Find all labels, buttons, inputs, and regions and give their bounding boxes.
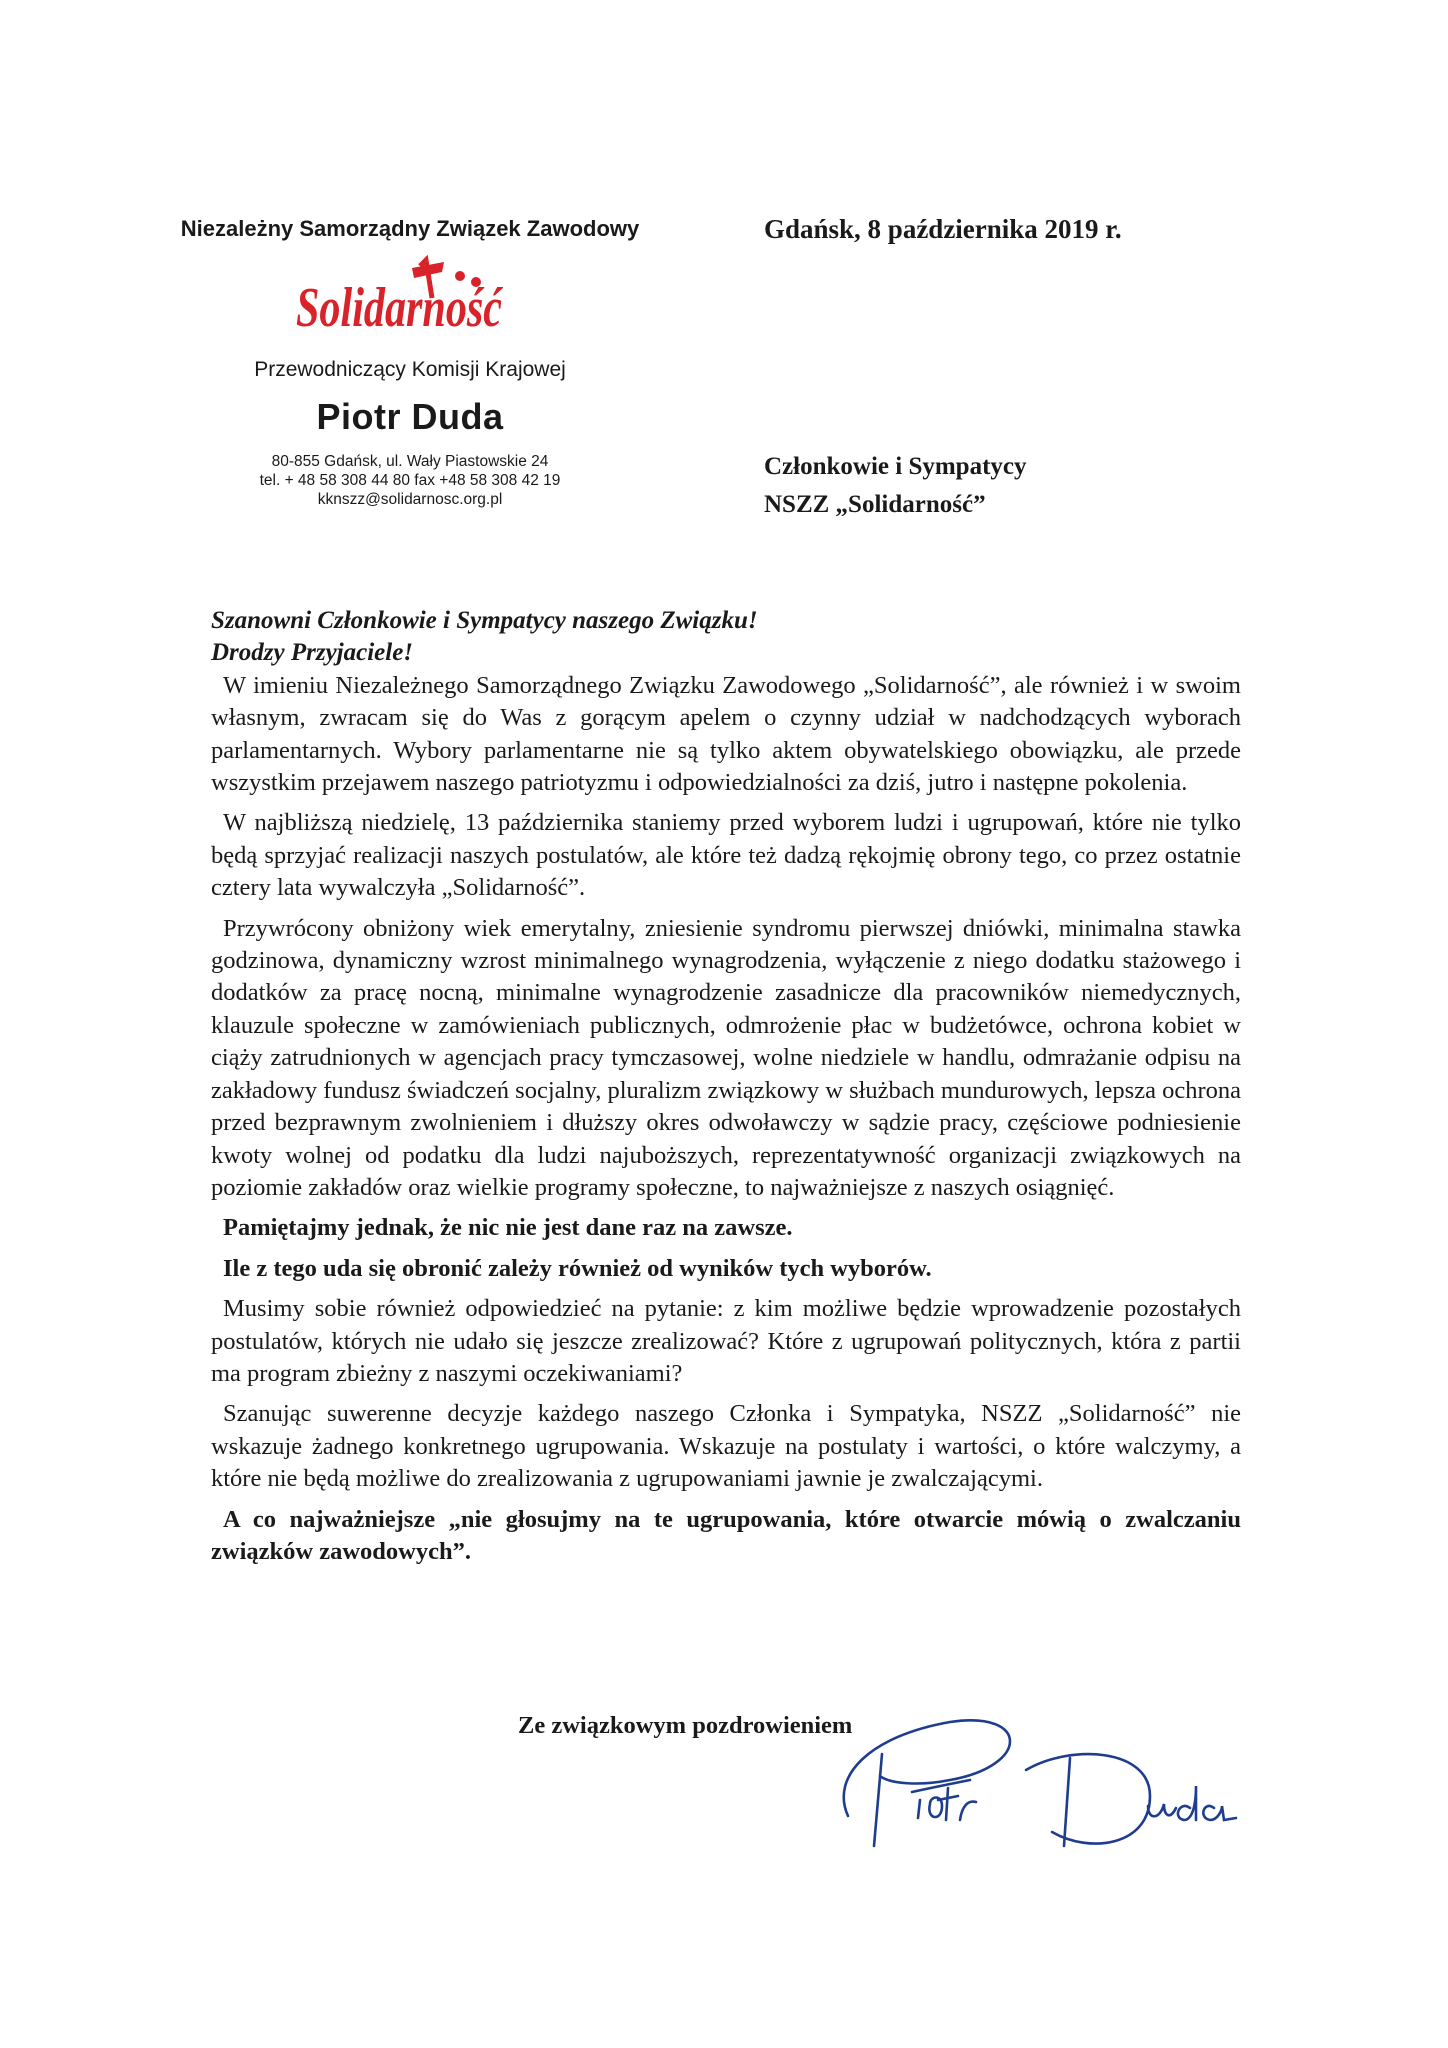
address-line: 80-855 Gdańsk, ul. Wały Piastowskie 24 xyxy=(271,453,549,470)
greeting-line-1: Szanowni Członkowie i Sympatycy naszego Związku! xyxy=(211,607,758,634)
recipient-block xyxy=(764,448,1204,524)
paragraph-closing-appeal: A co najważniejsze „nie głosujmy na te ugrupowania, które otwarcie mówią o zwalczaniu związków zawodowych”. xyxy=(211,1505,1241,1565)
paragraph-2: W najbliższą niedzielę, 13 października staniemy przed wyborem ludzi i ugrupowań, które nie tylko będą sprzyjać realizacji naszych postulatów, ale które też dadzą rękojmię obrony tego, co przez ostatnie cztery lata wywalczyła „Solidarność”. xyxy=(211,809,1241,902)
logo-text: Solidarność xyxy=(296,277,504,339)
paragraph-4: Musimy sobie również odpowiedzieć na pytanie: z kim możliwe będzie wprowadzenie pozostałych postulatów, których nie udało się jeszcze zrealizować? Które z ugrupowań politycznych, która z partii ma program zbieżny z naszymi oczekiwaniami? xyxy=(211,1295,1241,1387)
paragraph-3: Przywrócony obniżony wiek emerytalny, zniesienie syndromu pierwszej dniówki, minimalna stawka godzinowa, dynamiczny wzrost minimalnego wynagrodzenia, wyłączenie z niego dodatku stażowego i dodatków za pracę nocną, minimalne wynagrodzenie zasadnicze dla pracowników niemedycznych, klauzule społeczne w zamówieniach publicznych, odmrożenie płac w budżetówce, ochrona kobiet w ciąży zatrudnionych w agencjach pracy tymczasowej, wolne niedziele w handlu, odmrażanie odpisu na zakładowy fundusz świadczeń socjalny, pluralizm związkowy w służbach mundurowych, lepsza ochrona przed bezprawnym zwolnieniem i dłuższy okres odwoławczy w sądzie pracy, częściowe podniesienie kwoty wolnej od podatku dla ludzi najuboższych, reprezentatywność organizacji związkowych na poziomie zakładów oraz wielkie programy społeczne, to najważniejsze z naszych osiągnięć. xyxy=(211,914,1241,1201)
organization-name: Niezależny Samorządny Związek Zawodowy xyxy=(180,216,640,241)
letter-body xyxy=(211,605,1241,1568)
contact-block xyxy=(180,452,640,509)
recipient-line-1: Członkowie i Sympatycy xyxy=(764,453,1027,480)
greeting-line-2: Drodzy Przyjaciele! xyxy=(211,639,414,667)
closing-salutation: Ze związkowym pozdrowieniem xyxy=(518,1712,853,1739)
signature xyxy=(830,1696,1250,1866)
person-name: Piotr Duda xyxy=(316,396,504,437)
recipient-line-2: NSZZ „Solidarność” xyxy=(764,491,986,518)
paragraph-emphasis-1: Pamiętajmy jednak, że nic nie jest dane raz na zawsze. xyxy=(223,1214,793,1242)
paragraph-1: W imieniu Niezależnego Samorządnego Związku Zawodowego „Solidarność”, ale również i w swoim własnym, zwracam się do Was z gorącym apelem o czynny udział w nadchodzących wyborach parlamentarnych. Wybory parlamentarne nie są tylko aktem obywatelskiego obowiązku, ale przede wszystkim przejawem naszego patriotyzmu i odpowiedzialności za dziś, jutro i następne pokolenia. xyxy=(211,671,1241,797)
place-date: Gdańsk, 8 października 2019 r. xyxy=(764,214,1122,244)
email-line: kknszz@solidarnosc.org.pl xyxy=(317,491,503,508)
chair-title: Przewodniczący Komisji Krajowej xyxy=(254,358,566,381)
solidarnosc-logo xyxy=(292,254,508,339)
phone-line: tel. + 48 58 308 44 80 fax +48 58 308 42 19 xyxy=(259,472,561,489)
paragraph-5: Szanując suwerenne decyzje każdego naszego Członka i Sympatyka, NSZZ „Solidarność” nie wskazuje żadnego konkretnego ugrupowania. Wskazuje na postulaty i wartości, o które walczymy, a które nie będą możliwe do zrealizowania z ugrupowaniami jawnie je zwalczającymi. xyxy=(211,1400,1241,1493)
paragraph-emphasis-2: Ile z tego uda się obronić zależy również od wyników tych wyborów. xyxy=(223,1254,932,1282)
